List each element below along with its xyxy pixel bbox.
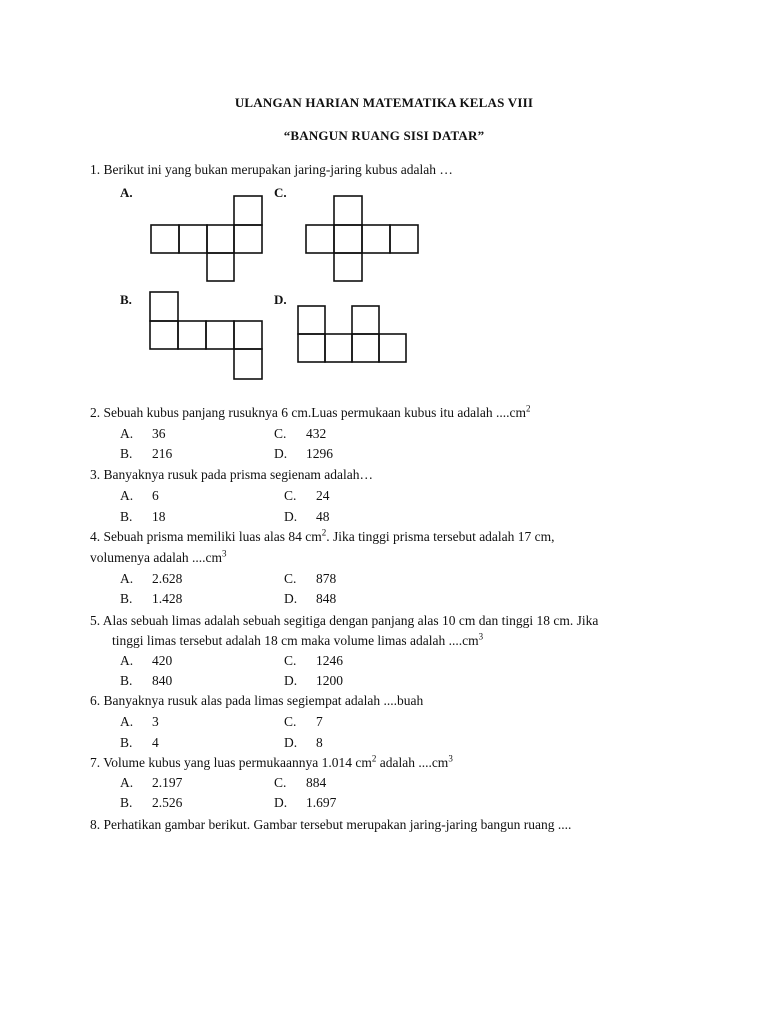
question-5-line-2: tinggi limas tersebut adalah 18 cm maka volume limas adalah $....cm^3$ (112, 631, 484, 648)
question-6: 6. Banyaknya rusuk alas pada limas segiempat adalah ....buah (90, 693, 424, 708)
q4-option-c: C. 878 (284, 571, 337, 586)
q2-option-d: D. 1296 (274, 446, 333, 461)
q2-option-c: C. 432 (274, 426, 327, 441)
q5-option-c: C. 1246 (284, 653, 343, 668)
cube-net-b (146, 289, 266, 383)
question-3: 3. Banyaknya rusuk pada prisma segienam adalah… (90, 467, 374, 482)
page-subtitle: “BANGUN RUANG SISI DATAR” (283, 128, 485, 143)
cube-net-a (148, 193, 266, 285)
cube-net-c (302, 193, 422, 285)
q7-option-b: B. 2.526 (120, 795, 183, 810)
question-2: 2. Sebuah kubus panjang rusuknya 6 cm.Luas permukaan kubus itu adalah $....cm^2$ (90, 403, 531, 420)
q3-option-d: D. 48 (284, 509, 330, 524)
question-8: 8. Perhatikan gambar berikut. Gambar tersebut merupakan jaring-jaring bangun ruang .... (90, 817, 572, 832)
q6-option-a: A. 3 (120, 714, 159, 729)
q2-option-a: A. 36 (120, 426, 166, 441)
q7-option-a: A. 2.197 (120, 775, 183, 790)
question-5 (90, 611, 690, 651)
q2-option-b: B. 216 (120, 446, 173, 461)
question-4: 4. Sebuah prisma memiliki luas alas 84 $cm^2$. Jika tinggi prisma tersebut adalah 17 cm, (90, 527, 555, 544)
question-1: 1. Berikut ini yang bukan merupakan jaring-jaring kubus adalah … (90, 162, 453, 177)
q6-option-d: D. 8 (284, 735, 323, 750)
q7-option-d: D. 1.697 (274, 795, 337, 810)
page-title: ULANGAN HARIAN MATEMATIKA KELAS VIII (234, 95, 534, 110)
net-label-a: A. (120, 185, 133, 200)
net-label-b: B. (120, 292, 132, 307)
q3-option-c: C. 24 (284, 488, 330, 503)
q7-option-c: C. 884 (274, 775, 327, 790)
question-4-line-2: volumenya adalah $....cm^3$ (90, 548, 227, 565)
q6-option-c: C. 7 (284, 714, 323, 729)
q4-option-a: A. 2.628 (120, 571, 183, 586)
q6-option-b: B. 4 (120, 735, 159, 750)
q4-option-b: B. 1.428 (120, 591, 183, 606)
cube-net-d (295, 303, 409, 365)
net-label-c: C. (274, 185, 287, 200)
q4-option-d: D. 848 (284, 591, 337, 606)
net-label-d: D. (274, 292, 287, 307)
q3-option-b: B. 18 (120, 509, 166, 524)
q5-option-d: D. 1200 (284, 673, 343, 688)
q3-option-a: A. 6 (120, 488, 159, 503)
q5-option-a: A. 420 (120, 653, 173, 668)
question-7: 7. Volume kubus yang luas permukaannya 1.014 $cm^2$ adalah $....cm^3$ (90, 753, 453, 770)
q5-option-b: B. 840 (120, 673, 173, 688)
question-5-line-1: 5. Alas sebuah limas adalah sebuah segitiga dengan panjang alas 10 cm dan tinggi 18 cm. Jika (90, 613, 599, 628)
